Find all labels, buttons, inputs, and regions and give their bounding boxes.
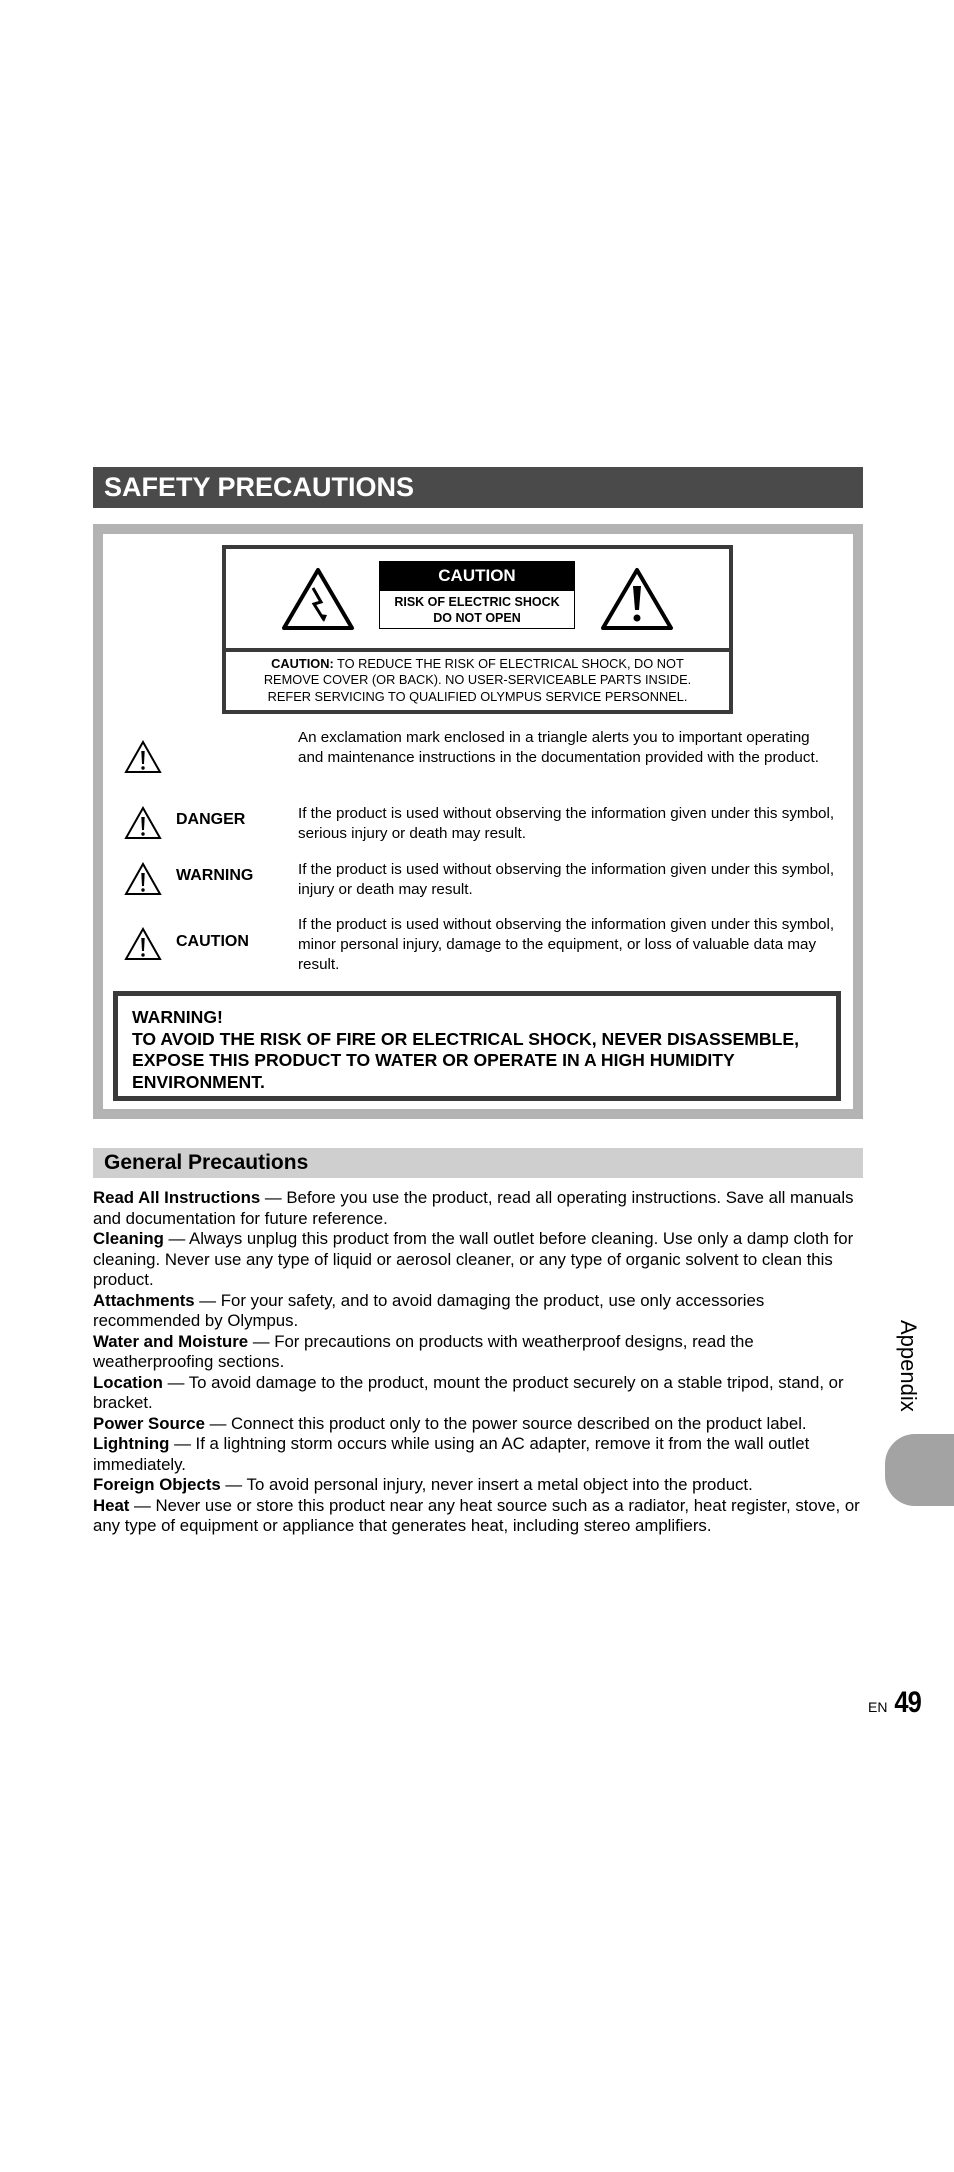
- caution-sub-line1: RISK OF ELECTRIC SHOCK: [394, 595, 560, 609]
- list-item: [93, 1291, 863, 1332]
- warning-triangle-icon: [124, 862, 162, 896]
- list-item: [93, 1332, 863, 1373]
- caution-text-line1: TO REDUCE THE RISK OF ELECTRICAL SHOCK, DO NOT: [333, 656, 684, 671]
- appendix-side-label: Appendix: [896, 1320, 921, 1412]
- exclamation-warning-icon: [600, 566, 674, 632]
- item-term: Power Source: [93, 1413, 205, 1433]
- warning-label: WARNING: [176, 867, 254, 884]
- electric-shock-warning-icon: [281, 566, 355, 632]
- item-term: Heat: [93, 1495, 130, 1515]
- section-title: General Precautions: [93, 1148, 863, 1178]
- page-language: EN: [868, 1699, 888, 1715]
- item-term: Attachments: [93, 1290, 195, 1310]
- list-item: [93, 1496, 863, 1537]
- caution-text-lead: CAUTION:: [271, 656, 334, 671]
- warning-description: If the product is used without observing the information given under this symbol, injury or death may result.: [298, 861, 835, 898]
- danger-triangle-icon: [124, 806, 162, 840]
- warning-line1: WARNING!: [132, 1007, 223, 1027]
- danger-description: If the product is used without observing the information given under this symbol, serious injury or death may result.: [298, 805, 835, 842]
- caution-sub-line2: DO NOT OPEN: [433, 611, 521, 625]
- caution-label: CAUTION: [176, 933, 249, 950]
- item-term: Read All Instructions: [93, 1188, 261, 1207]
- precautions-list: [93, 1188, 863, 1537]
- item-text: — If a lightning storm occurs while using an AC adapter, remove it from the wall outlet immediately.: [93, 1434, 810, 1474]
- item-text: — To avoid damage to the product, mount the product securely on a stable tripod, stand, or bracket.: [93, 1372, 844, 1412]
- list-item: [93, 1475, 863, 1496]
- item-text: — For your safety, and to avoid damaging the product, use only accessories recommended by Olympus.: [93, 1290, 765, 1330]
- page-title: SAFETY PRECAUTIONS: [93, 467, 863, 508]
- caution-header: CAUTION: [379, 561, 575, 590]
- exclamation-triangle-icon: [124, 740, 162, 774]
- item-term: Cleaning: [93, 1229, 164, 1248]
- caution-subtext: [379, 590, 575, 629]
- item-text: — Always unplug this product from the wall outlet before cleaning. Use only a damp cloth for cleaning. Never use any type of liquid or aerosol cleaner, or any type of organic solvent to clean this product.: [93, 1229, 854, 1289]
- caution-text-line3: REFER SERVICING TO QUALIFIED OLYMPUS SERVICE PERSONNEL.: [267, 688, 688, 704]
- item-term: Location: [93, 1372, 163, 1392]
- list-item: [93, 1373, 863, 1414]
- caution-panel-divider: [222, 648, 733, 652]
- item-term: Lightning: [93, 1434, 170, 1453]
- warning-line4: ENVIRONMENT.: [132, 1071, 265, 1092]
- item-text: — Before you use the product, read all operating instructions. Save all manuals and documentation for future reference.: [93, 1188, 854, 1228]
- item-text: — To avoid personal injury, never insert a metal object into the product.: [220, 1475, 753, 1494]
- warning-box: [113, 991, 841, 1101]
- symbol-description-general: An exclamation mark enclosed in a triangle alerts you to important operating and maintenance instructions in the documentation provided with the product.: [298, 729, 819, 766]
- warning-line2: TO AVOID THE RISK OF FIRE OR ELECTRICAL SHOCK, NEVER DISASSEMBLE,: [132, 1028, 799, 1049]
- appendix-tab: [885, 1434, 954, 1506]
- caution-triangle-icon: [124, 927, 162, 961]
- item-term: Foreign Objects: [93, 1475, 221, 1494]
- page-number: [868, 1686, 923, 1720]
- list-item: [93, 1188, 863, 1229]
- item-term: Water and Moisture: [93, 1331, 249, 1351]
- list-item: [93, 1229, 863, 1291]
- danger-label: DANGER: [176, 811, 246, 828]
- item-text: — For precautions on products with weatherproof designs, read the weatherproofing sections.: [93, 1331, 754, 1371]
- caution-description: If the product is used without observing the information given under this symbol, minor personal injury, damage to the equipment, or loss of valuable data may result.: [298, 916, 835, 973]
- page-number-value: 49: [894, 1686, 921, 1719]
- warning-line3: EXPOSE THIS PRODUCT TO WATER OR OPERATE IN A HIGH HUMIDITY: [132, 1050, 735, 1070]
- caution-text-line2: REMOVE COVER (OR BACK). NO USER-SERVICEABLE PARTS INSIDE.: [263, 672, 692, 688]
- list-item: [93, 1414, 863, 1435]
- item-text: — Never use or store this product near any heat source such as a radiator, heat register, stove, or any type of equipment or appliance that generates heat, including stereo amplifiers.: [93, 1495, 860, 1535]
- caution-notice-text: [232, 656, 723, 708]
- item-text: — Connect this product only to the power source described on the product label.: [204, 1413, 807, 1433]
- list-item: [93, 1434, 863, 1475]
